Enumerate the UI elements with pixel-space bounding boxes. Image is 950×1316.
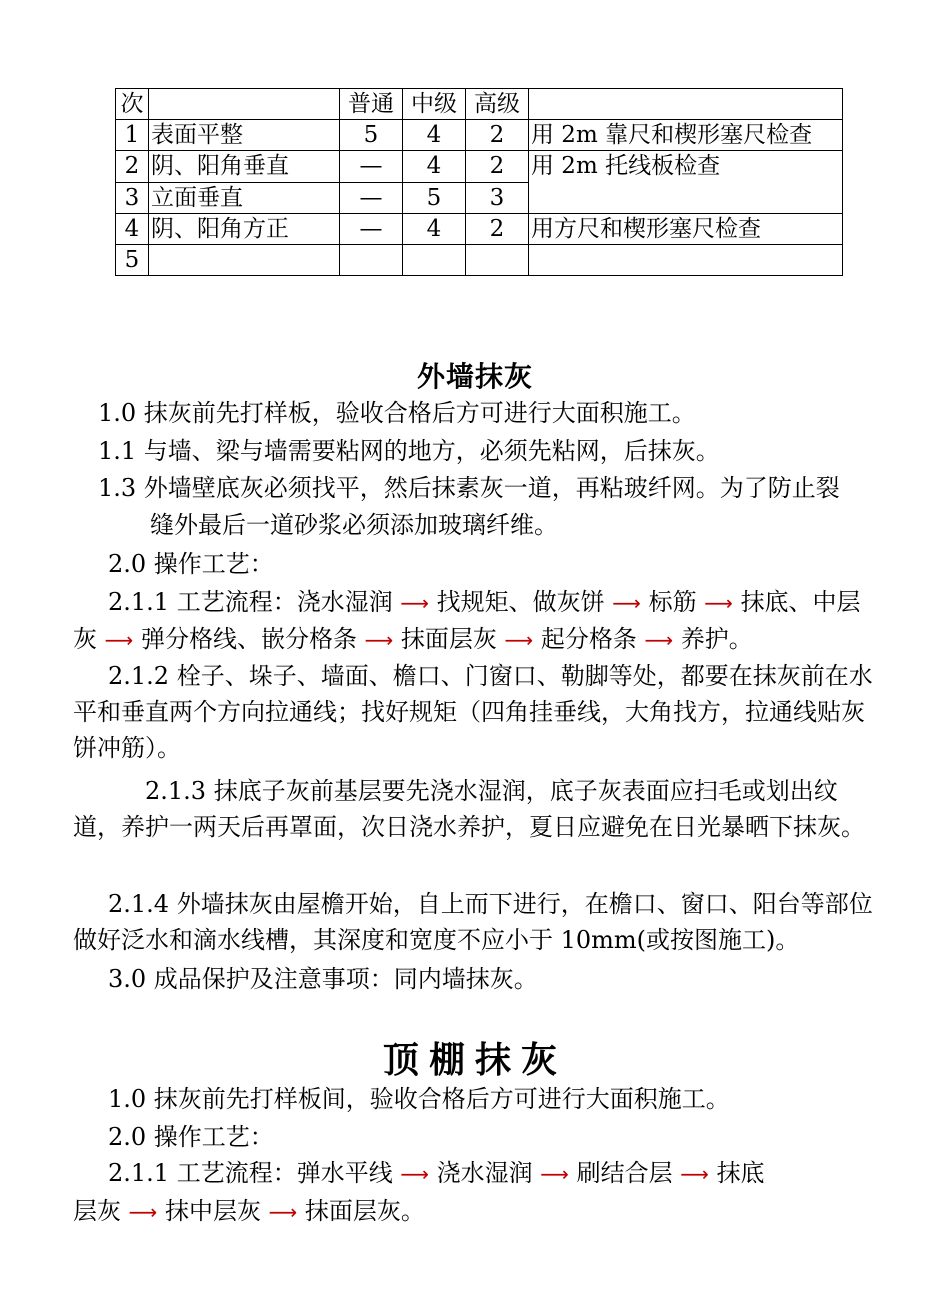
paragraph: 3.0 成品保护及注意事项：同内墙抹灰。 bbox=[108, 965, 538, 993]
row-mid bbox=[403, 245, 466, 276]
table-row bbox=[116, 151, 843, 183]
row-method bbox=[529, 245, 843, 276]
row-method: 用 2m 靠尺和楔形塞尺检查 bbox=[529, 120, 843, 151]
arrow-right-icon: ⟶ bbox=[104, 628, 134, 652]
row-item: 阴、阳角方正 bbox=[149, 214, 340, 245]
header-cell: 中级 bbox=[403, 89, 466, 120]
arrow-right-icon: ⟶ bbox=[680, 1162, 709, 1186]
table-row bbox=[116, 245, 843, 276]
row-mid: 5 bbox=[403, 182, 466, 214]
section-title-ceiling-plastering: 顶棚抹灰 bbox=[382, 1039, 567, 1081]
table-row bbox=[116, 120, 843, 151]
row-high: 3 bbox=[466, 182, 529, 214]
arrow-right-icon: ⟶ bbox=[364, 628, 394, 652]
row-normal: 5 bbox=[340, 120, 403, 151]
header-cell: 次 bbox=[116, 89, 149, 120]
row-method: 用方尺和楔形塞尺检查 bbox=[529, 214, 843, 245]
row-normal: — bbox=[340, 151, 403, 183]
row-item bbox=[149, 245, 340, 276]
flow-step: 标筋 bbox=[648, 588, 697, 616]
paragraph: 缝外最后一道砂浆必须添加玻璃纤维。 bbox=[150, 511, 558, 539]
row-number: 1 bbox=[116, 120, 149, 151]
arrow-right-icon: ⟶ bbox=[400, 591, 430, 615]
paragraph: 2.0 操作工艺： bbox=[108, 1123, 274, 1151]
header-cell: 普通 bbox=[340, 89, 403, 120]
section-title-exterior-plastering: 外墙抹灰 bbox=[416, 360, 533, 393]
arrow-right-icon: ⟶ bbox=[644, 628, 674, 652]
process-flow-line bbox=[108, 587, 861, 618]
table-row bbox=[116, 214, 843, 245]
paragraph: 1.0 抹灰前先打样板，验收合格后方可进行大面积施工。 bbox=[98, 399, 696, 427]
row-high: 2 bbox=[466, 151, 529, 183]
process-flow-line bbox=[73, 624, 753, 655]
arrow-right-icon: ⟶ bbox=[540, 1162, 569, 1186]
row-normal bbox=[340, 245, 403, 276]
flow-step: 抹底 bbox=[716, 1159, 765, 1187]
flow-step: 养护。 bbox=[680, 625, 753, 653]
flow-step: 起分格条 bbox=[540, 625, 637, 653]
quality-table bbox=[115, 88, 843, 276]
flow-lead: 2.1.1 工艺流程：浇水湿润 bbox=[108, 588, 393, 616]
flow-step: 弹分格线、嵌分格条 bbox=[140, 625, 357, 653]
flow-step: 抹中层灰 bbox=[164, 1197, 261, 1225]
row-normal: — bbox=[340, 214, 403, 245]
flow-step: 层灰 bbox=[73, 1197, 121, 1225]
row-mid: 4 bbox=[403, 214, 466, 245]
row-number: 4 bbox=[116, 214, 149, 245]
flow-lead: 2.1.1 工艺流程：弹水平线 bbox=[108, 1159, 393, 1187]
row-method: 用 2m 托线板检查 bbox=[529, 151, 843, 214]
row-high bbox=[466, 245, 529, 276]
flow-step: 找规矩、做灰饼 bbox=[436, 588, 605, 616]
row-number: 2 bbox=[116, 151, 149, 183]
row-mid: 4 bbox=[403, 120, 466, 151]
arrow-right-icon: ⟶ bbox=[400, 1162, 430, 1186]
flow-step: 灰 bbox=[73, 625, 97, 653]
paragraph: 2.1.2 栓子、垛子、墙面、檐口、门窗口、勒脚等处，都要在抹灰前在水平和垂直两个方向拉通线；找好规矩（四角挂垂线，大角找方，拉通线贴灰饼冲筋）。 bbox=[73, 662, 873, 762]
row-item: 表面平整 bbox=[149, 120, 340, 151]
flow-step: 抹面层灰 bbox=[400, 625, 497, 653]
header-cell bbox=[529, 89, 843, 120]
arrow-right-icon: ⟶ bbox=[128, 1200, 158, 1224]
flow-step: 浇水湿润 bbox=[436, 1159, 533, 1187]
paragraph: 2.1.3 抹底子灰前基层要先浇水湿润，底子灰表面应扫毛或划出纹道，养护一两天后再罩面，次日浇水养护，夏日应避免在日光暴晒下抹灰。 bbox=[73, 777, 865, 841]
row-high: 2 bbox=[466, 214, 529, 245]
header-cell bbox=[149, 89, 340, 120]
arrow-right-icon: ⟶ bbox=[268, 1200, 298, 1224]
paragraph: 1.0 抹灰前先打样板间，验收合格后方可进行大面积施工。 bbox=[108, 1085, 730, 1113]
arrow-right-icon: ⟶ bbox=[704, 591, 733, 615]
row-normal: — bbox=[340, 182, 403, 214]
row-number: 5 bbox=[116, 245, 149, 276]
table-header-row bbox=[116, 89, 843, 120]
flow-step: 抹面层灰。 bbox=[304, 1197, 425, 1225]
row-item: 阴、阳角垂直 bbox=[149, 151, 340, 183]
arrow-right-icon: ⟶ bbox=[504, 628, 534, 652]
row-number: 3 bbox=[116, 182, 149, 214]
paragraph: 1.3 外墙壁底灰必须找平，然后抹素灰一道，再粘玻纤网。为了防止裂 bbox=[98, 474, 840, 502]
row-high: 2 bbox=[466, 120, 529, 151]
process-flow-line bbox=[73, 1196, 425, 1227]
paragraph: 1.1 与墙、梁与墙需要粘网的地方，必须先粘网，后抹灰。 bbox=[98, 437, 720, 465]
row-item: 立面垂直 bbox=[149, 182, 340, 214]
process-flow-line bbox=[108, 1158, 765, 1189]
arrow-right-icon: ⟶ bbox=[612, 591, 641, 615]
flow-step: 抹底、中层 bbox=[740, 588, 861, 616]
flow-step: 刷结合层 bbox=[576, 1159, 673, 1187]
header-cell: 高级 bbox=[466, 89, 529, 120]
row-mid: 4 bbox=[403, 151, 466, 183]
paragraph: 2.0 操作工艺： bbox=[108, 550, 274, 578]
paragraph: 2.1.4 外墙抹灰由屋檐开始，自上而下进行，在檐口、窗口、阳台等部位做好泛水和滴水线槽，其深度和宽度不应小于 10mm(或按图施工)。 bbox=[73, 890, 873, 954]
